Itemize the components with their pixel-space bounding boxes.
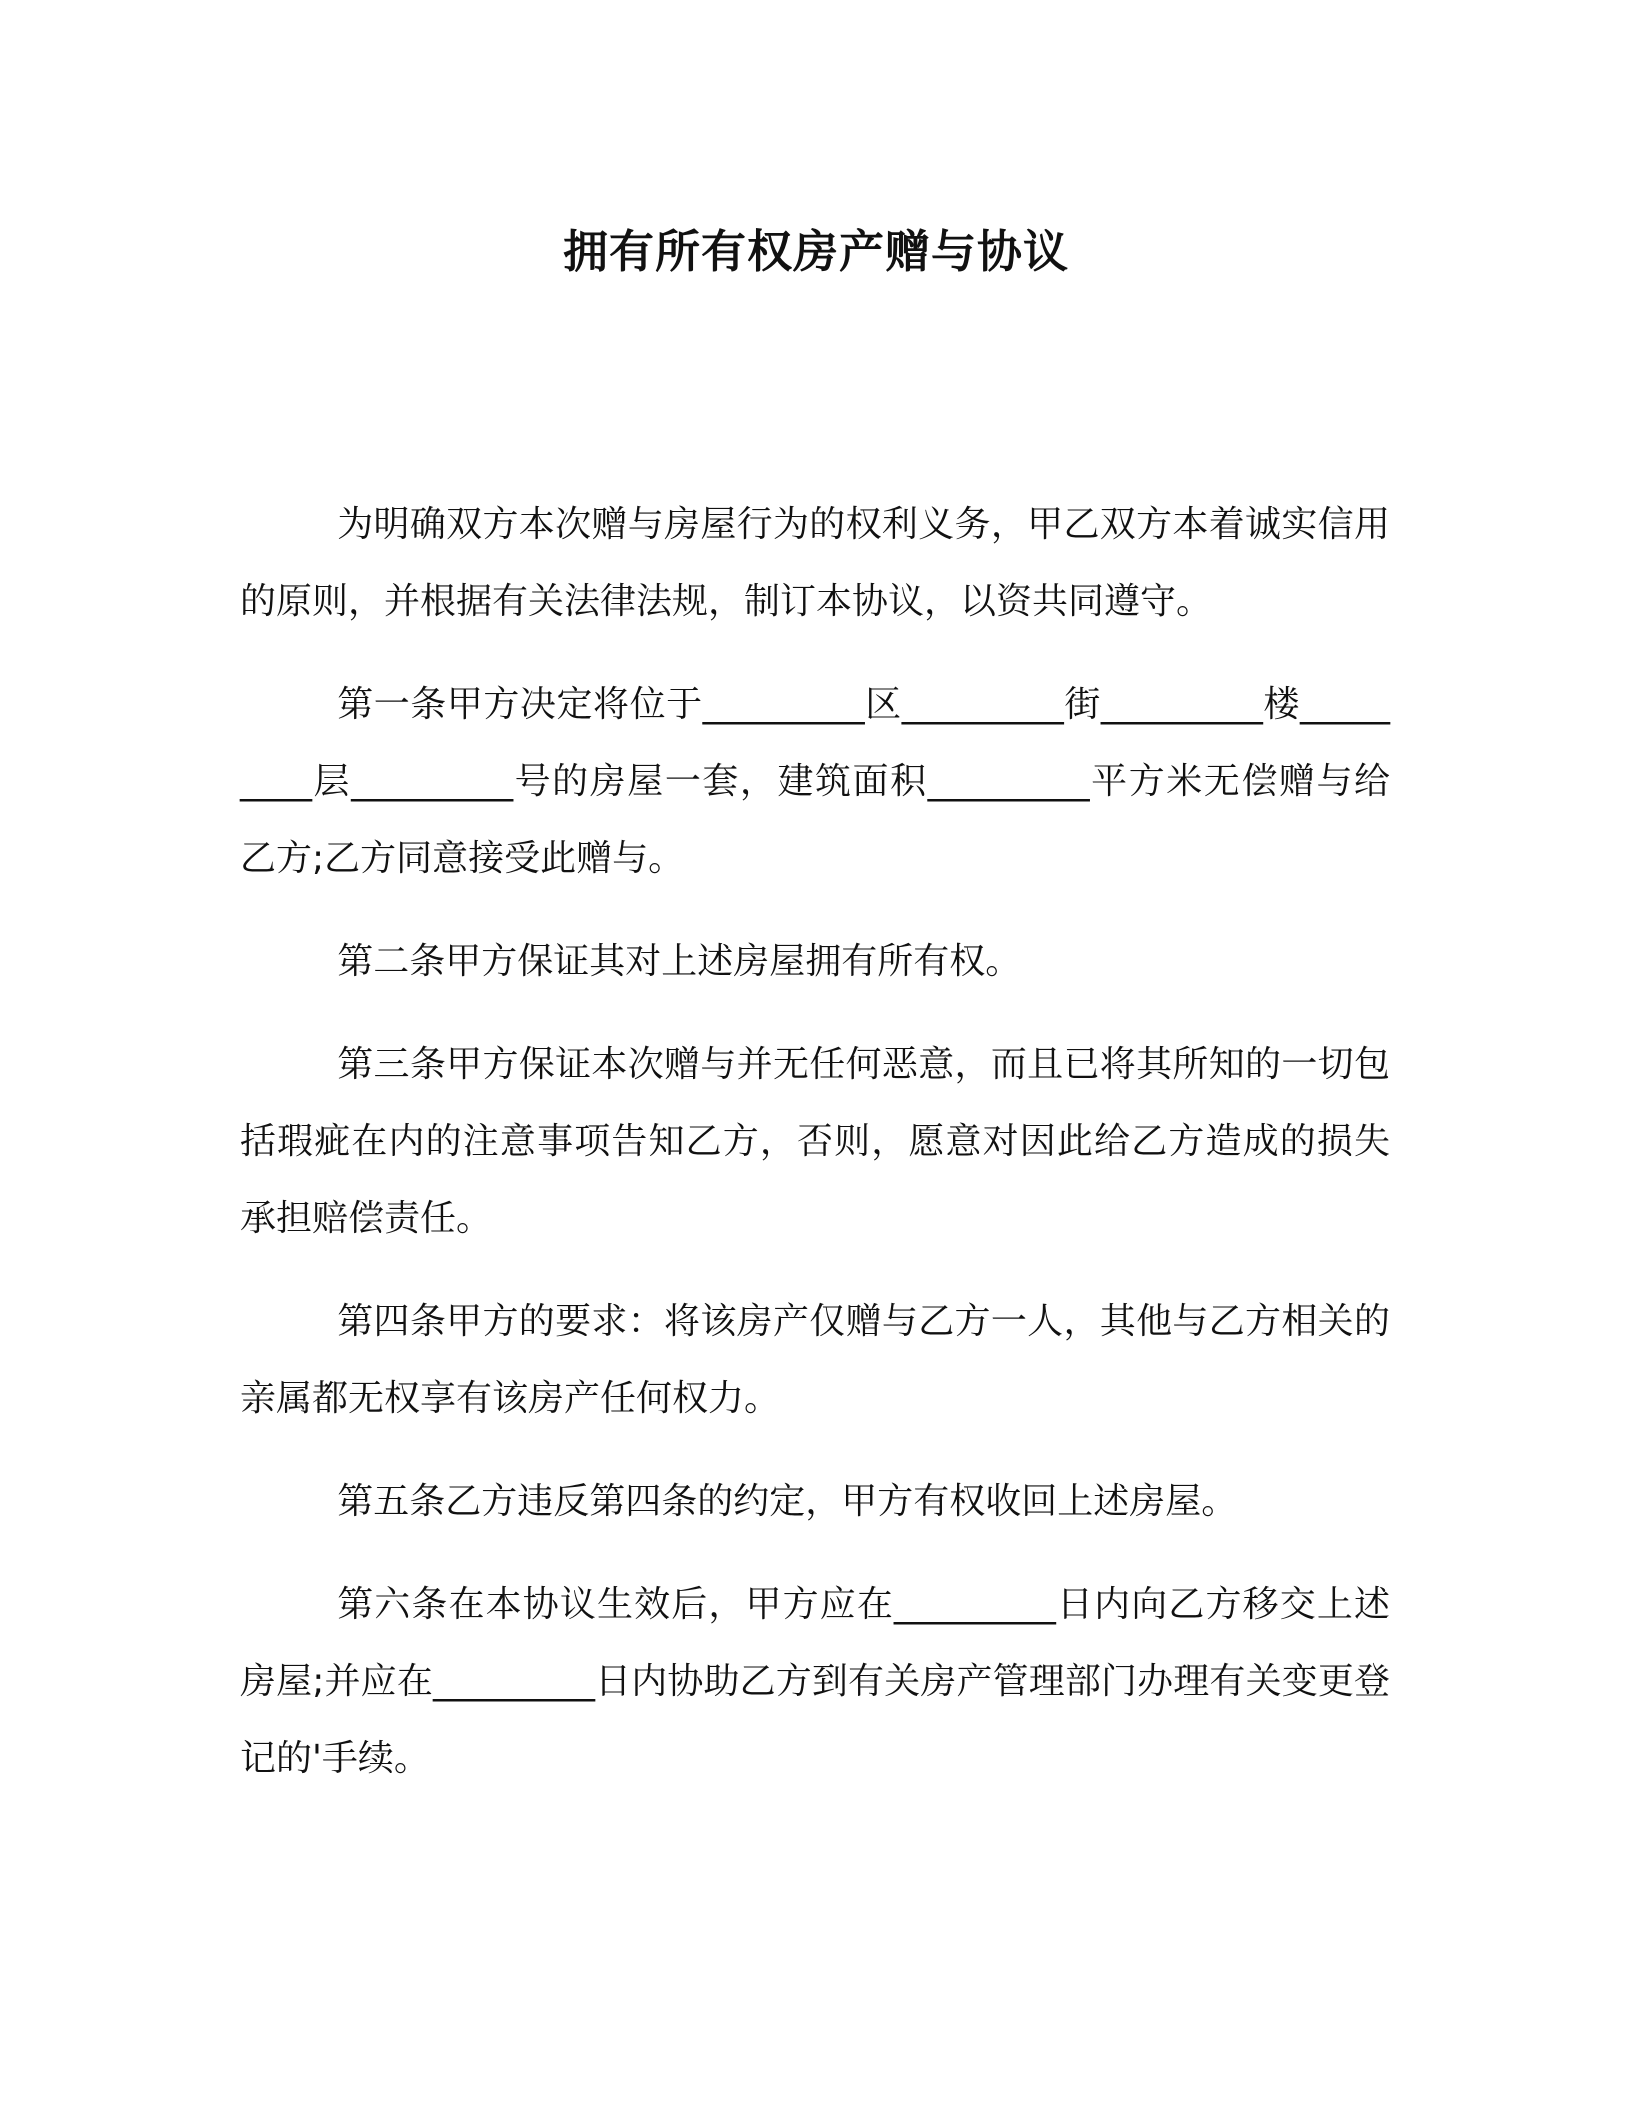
paragraph-article-2: 第二条甲方保证其对上述房屋拥有所有权。 [337,941,1022,982]
paragraph-preamble: 为明确双方本次赠与房屋行为的权利义务，甲乙双方本着诚实信用的原则，并根据有关法律法规，制订本协议，以资共同遵守。 [240,504,1390,622]
paragraph-article-1: 第一条甲方决定将位于_________区_________街_________楼_________层_________号的房屋一套，建筑面积_________平方米无偿赠与给乙方;乙方同意接受此赠与。 [240,684,1390,879]
paragraph-article-6: 第六条在本协议生效后，甲方应在_________日内向乙方移交上述房屋;并应在_________日内协助乙方到有关房产管理部门办理有关变更登记的'手续。 [240,1584,1390,1779]
document-title: 拥有所有权房产赠与协议 [562,225,1069,278]
paragraph-article-4: 第四条甲方的要求：将该房产仅赠与乙方一人，其他与乙方相关的亲属都无权享有该房产任何权力。 [240,1301,1390,1419]
document-body [240,486,1390,1823]
paragraph-article-5: 第五条乙方违反第四条的约定，甲方有权收回上述房屋。 [337,1481,1238,1522]
paragraph-article-3: 第三条甲方保证本次赠与并无任何恶意，而且已将其所知的一切包括瑕疵在内的注意事项告知乙方，否则，愿意对因此给乙方造成的损失承担赔偿责任。 [240,1044,1390,1239]
